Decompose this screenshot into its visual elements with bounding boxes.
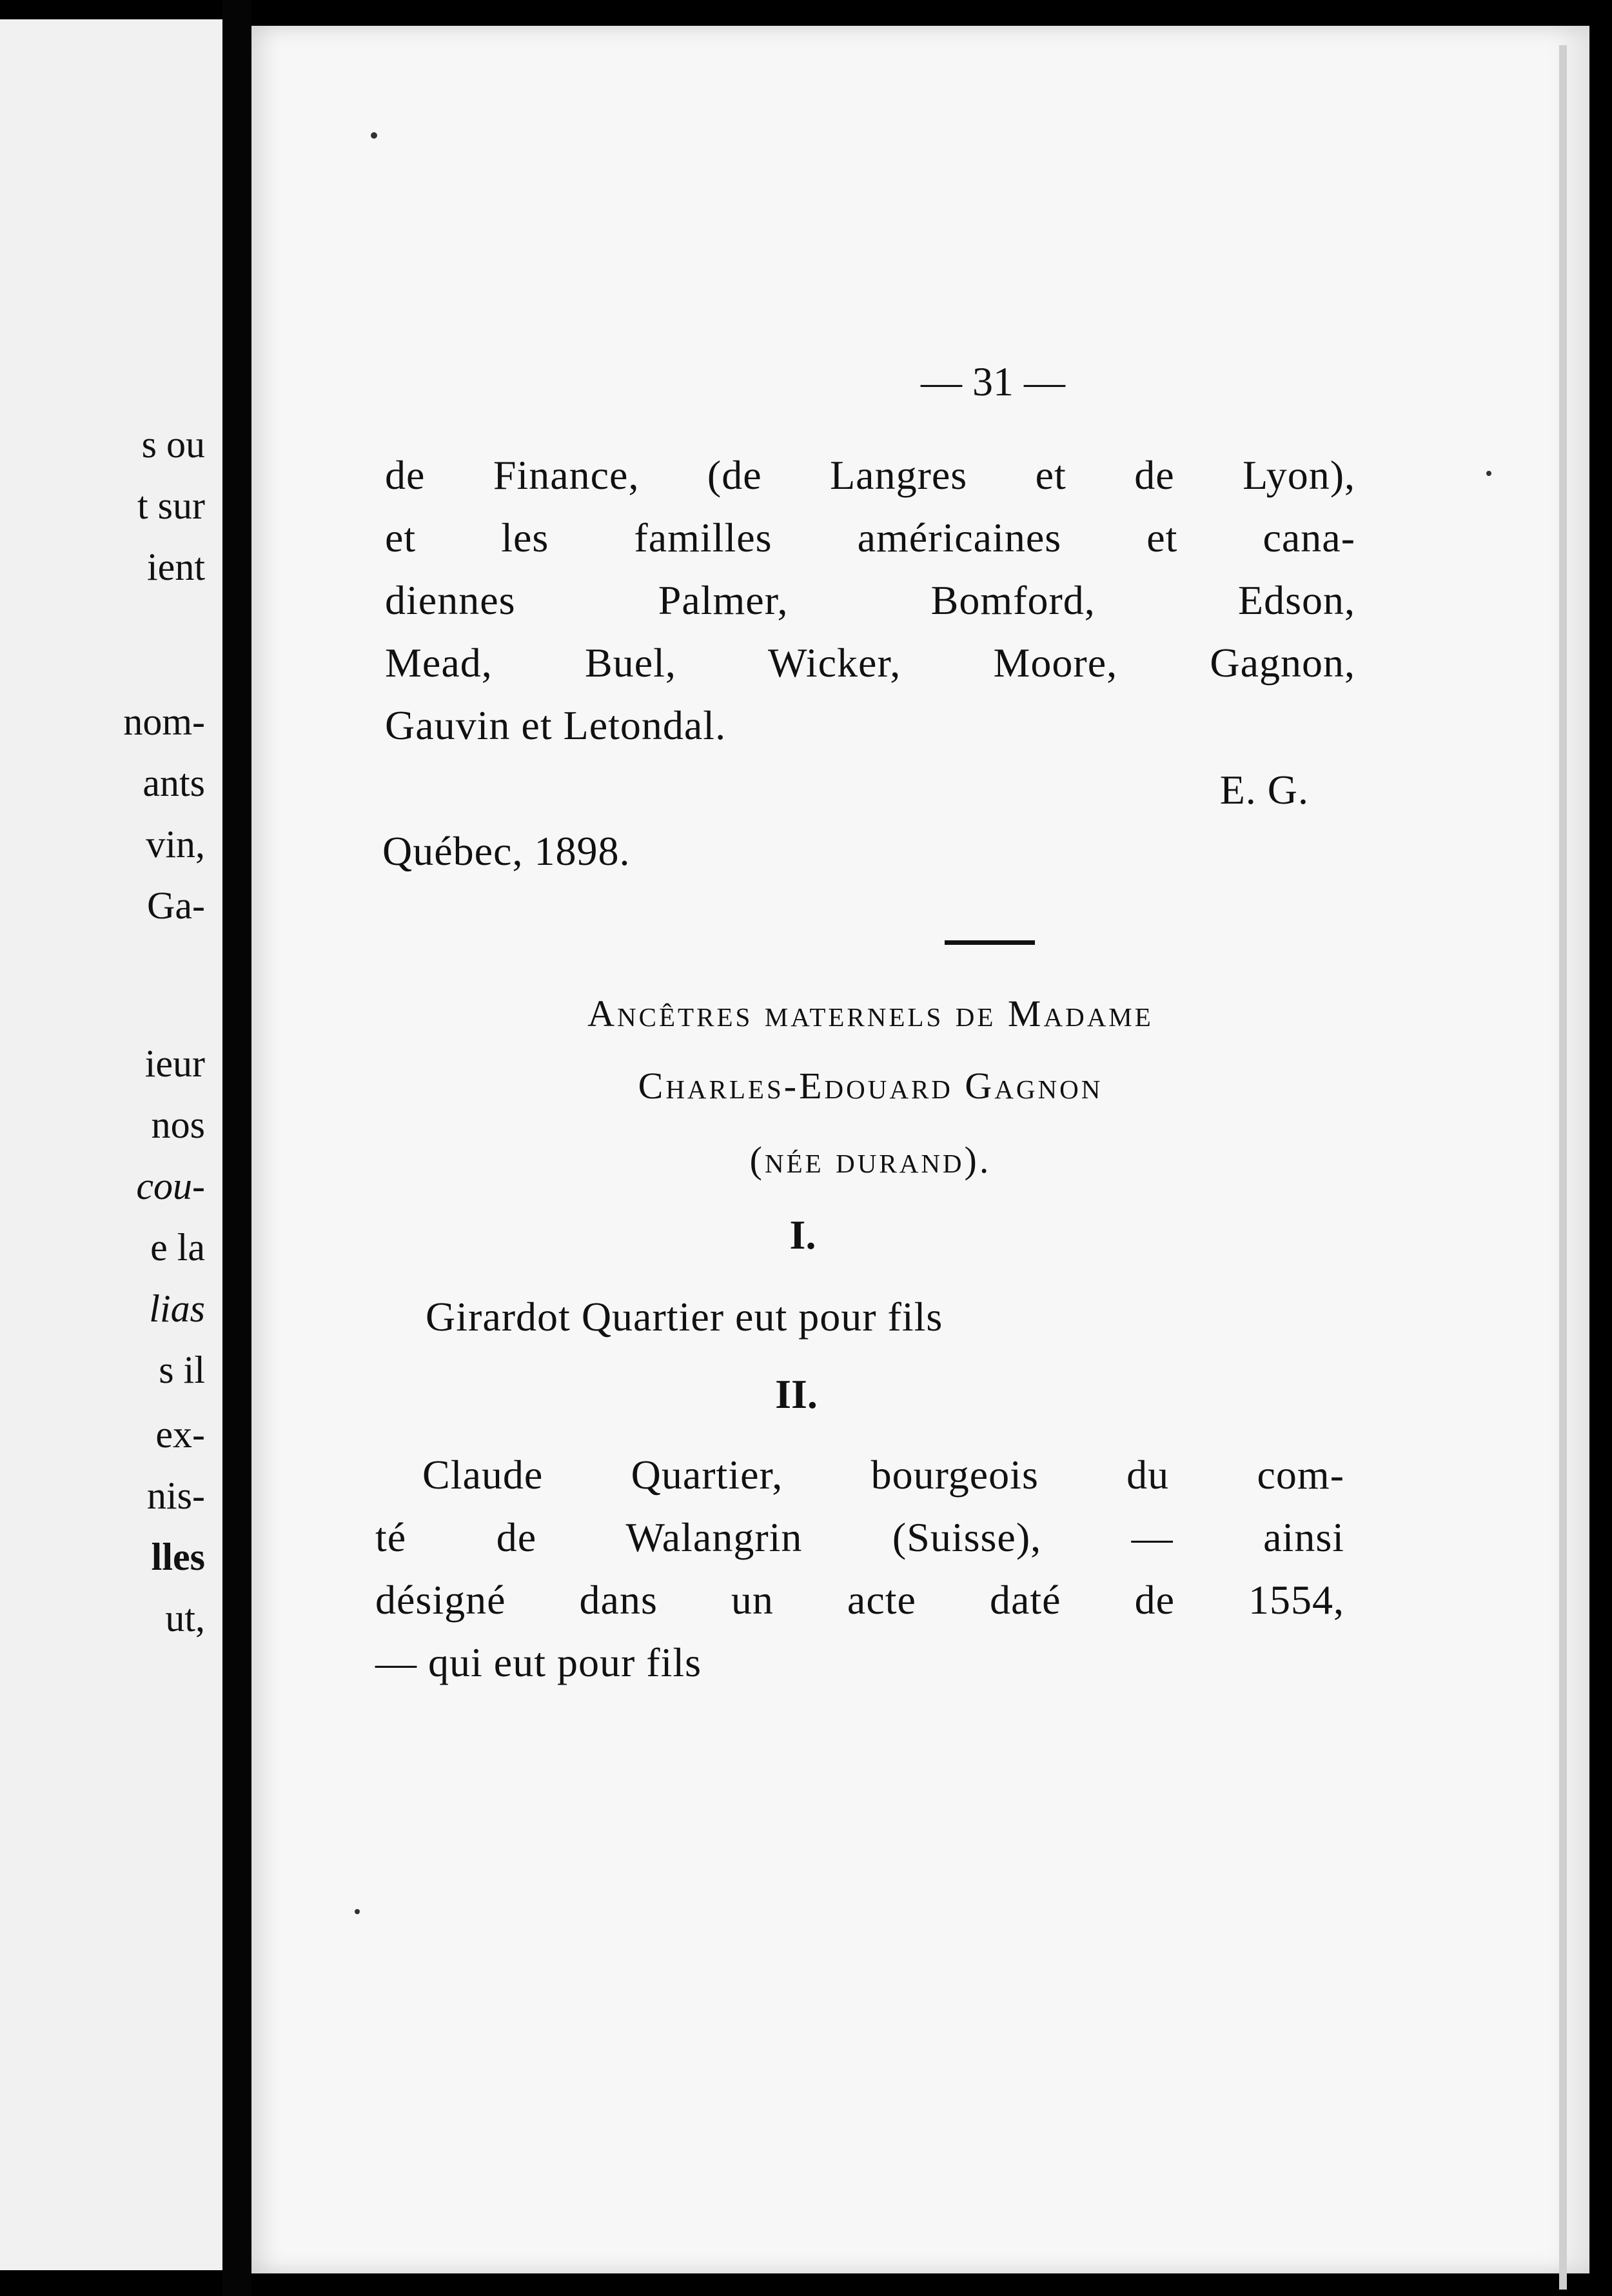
page-edge [1559, 45, 1567, 2290]
paragraph-line: té de Walangrin (Suisse), — ainsi [375, 1514, 1344, 1560]
left-line: ants [143, 762, 205, 804]
left-line: lias [149, 1287, 205, 1330]
paper-speck [355, 1909, 360, 1914]
paragraph-line: — qui eut pour fils [375, 1639, 702, 1685]
left-line: lles [151, 1536, 205, 1578]
left-line: cou- [136, 1165, 205, 1207]
book-gutter [222, 0, 251, 2296]
paragraph-line: Claude Quartier, bourgeois du com- [422, 1452, 1344, 1498]
paper-speck [371, 132, 377, 139]
left-line: ex- [155, 1413, 205, 1456]
paper-speck [1486, 471, 1491, 476]
heading-line-1: Ancêtres maternels de Madame [587, 993, 1154, 1034]
heading-line-2: Charles-Edouard Gagnon [638, 1065, 1103, 1107]
left-line: ient [147, 546, 205, 588]
paragraph-line: désigné dans un acte daté de 1554, [375, 1577, 1344, 1623]
left-line: s ou [141, 423, 205, 466]
left-line: e la [150, 1226, 205, 1269]
left-line: ut, [165, 1597, 205, 1639]
section-1-text: Girardot Quartier eut pour fils [426, 1294, 943, 1340]
right-page [251, 26, 1589, 2273]
left-line: nos [151, 1103, 205, 1146]
left-page [0, 19, 226, 2270]
section-numeral-2: II. [775, 1371, 818, 1417]
left-line: ieur [144, 1042, 205, 1085]
heading-line-3: (née durand). [749, 1139, 992, 1181]
left-line: nis- [147, 1474, 205, 1517]
paragraph-line: Gauvin et Letondal. [385, 702, 727, 748]
left-line: nom- [123, 700, 205, 743]
section-numeral-1: I. [789, 1212, 816, 1258]
paragraph-line: de Finance, (de Langres et de Lyon), [385, 452, 1355, 498]
left-line: vin, [146, 823, 205, 866]
place-date: Québec, 1898. [382, 828, 631, 874]
left-line: s il [159, 1349, 205, 1391]
paragraph-line: et les familles américaines et cana- [385, 515, 1355, 560]
paragraph-line: diennes Palmer, Bomford, Edson, [385, 577, 1355, 623]
section-divider [945, 940, 1035, 945]
left-line: Ga- [147, 884, 205, 927]
page-number: — 31 — [921, 359, 1065, 404]
left-line: t sur [137, 484, 205, 527]
paragraph-line: Mead, Buel, Wicker, Moore, Gagnon, [385, 640, 1355, 686]
signature: E. G. [1219, 767, 1309, 813]
